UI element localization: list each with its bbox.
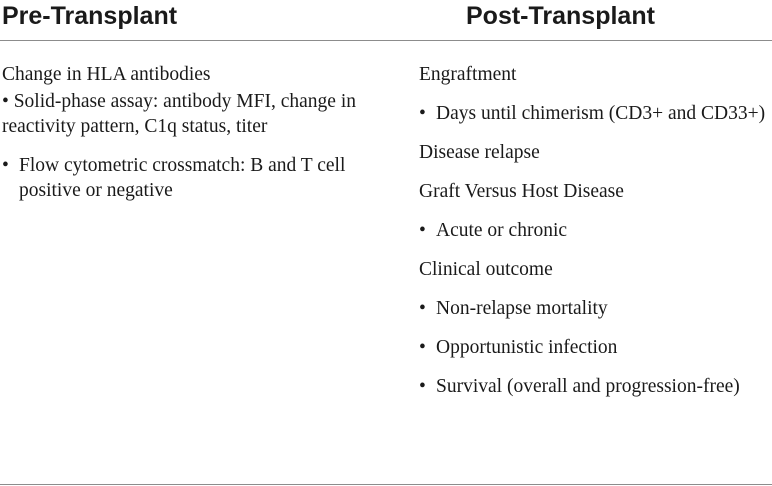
post-heading-engraftment: Engraftment — [419, 64, 517, 85]
pre-item-flow-crossmatch: Flow cytometric crossmatch: B and T cell positive or negative — [19, 155, 346, 201]
bullet-icon: • — [419, 103, 426, 124]
list-item — [2, 153, 382, 203]
pre-transplant-column — [2, 62, 382, 217]
list-item — [419, 296, 770, 321]
bullet-icon: • — [419, 376, 426, 397]
post-heading-outcome: Clinical outcome — [419, 259, 553, 280]
bullet-icon: • — [419, 220, 426, 241]
post-item-acute-chronic: Acute or chronic — [436, 220, 568, 241]
post-transplant-column — [419, 62, 770, 413]
table-header — [0, 0, 772, 40]
bullet-icon: • — [2, 155, 9, 176]
bullet-icon: • — [419, 337, 426, 358]
bullet-icon: • — [2, 91, 9, 112]
post-item-non-relapse-mortality: Non-relapse mortality — [436, 298, 608, 319]
post-heading-gvhd: Graft Versus Host Disease — [419, 181, 624, 202]
pre-heading-hla: Change in HLA antibodies — [2, 64, 211, 85]
list-item — [419, 335, 770, 360]
header-post-transplant: Post-Transplant — [466, 2, 655, 30]
list-item — [419, 374, 770, 399]
post-item-survival: Survival (overall and progression-free) — [436, 376, 740, 397]
post-item-chimerism: Days until chimerism (CD3+ and CD33+) — [436, 103, 766, 124]
post-heading-relapse: Disease relapse — [419, 142, 540, 163]
post-item-opportunistic-infection: Opportunistic infection — [436, 337, 618, 358]
list-item — [419, 218, 770, 243]
table-bottom-rule — [0, 484, 772, 485]
list-item — [419, 101, 770, 126]
list-item — [2, 89, 382, 139]
pre-item-solid-phase: Solid-phase assay: antibody MFI, change in reactivity pattern, C1q status, titer — [2, 91, 356, 137]
header-pre-transplant: Pre-Transplant — [2, 2, 178, 30]
bullet-icon: • — [419, 298, 426, 319]
header-rule — [0, 40, 772, 41]
